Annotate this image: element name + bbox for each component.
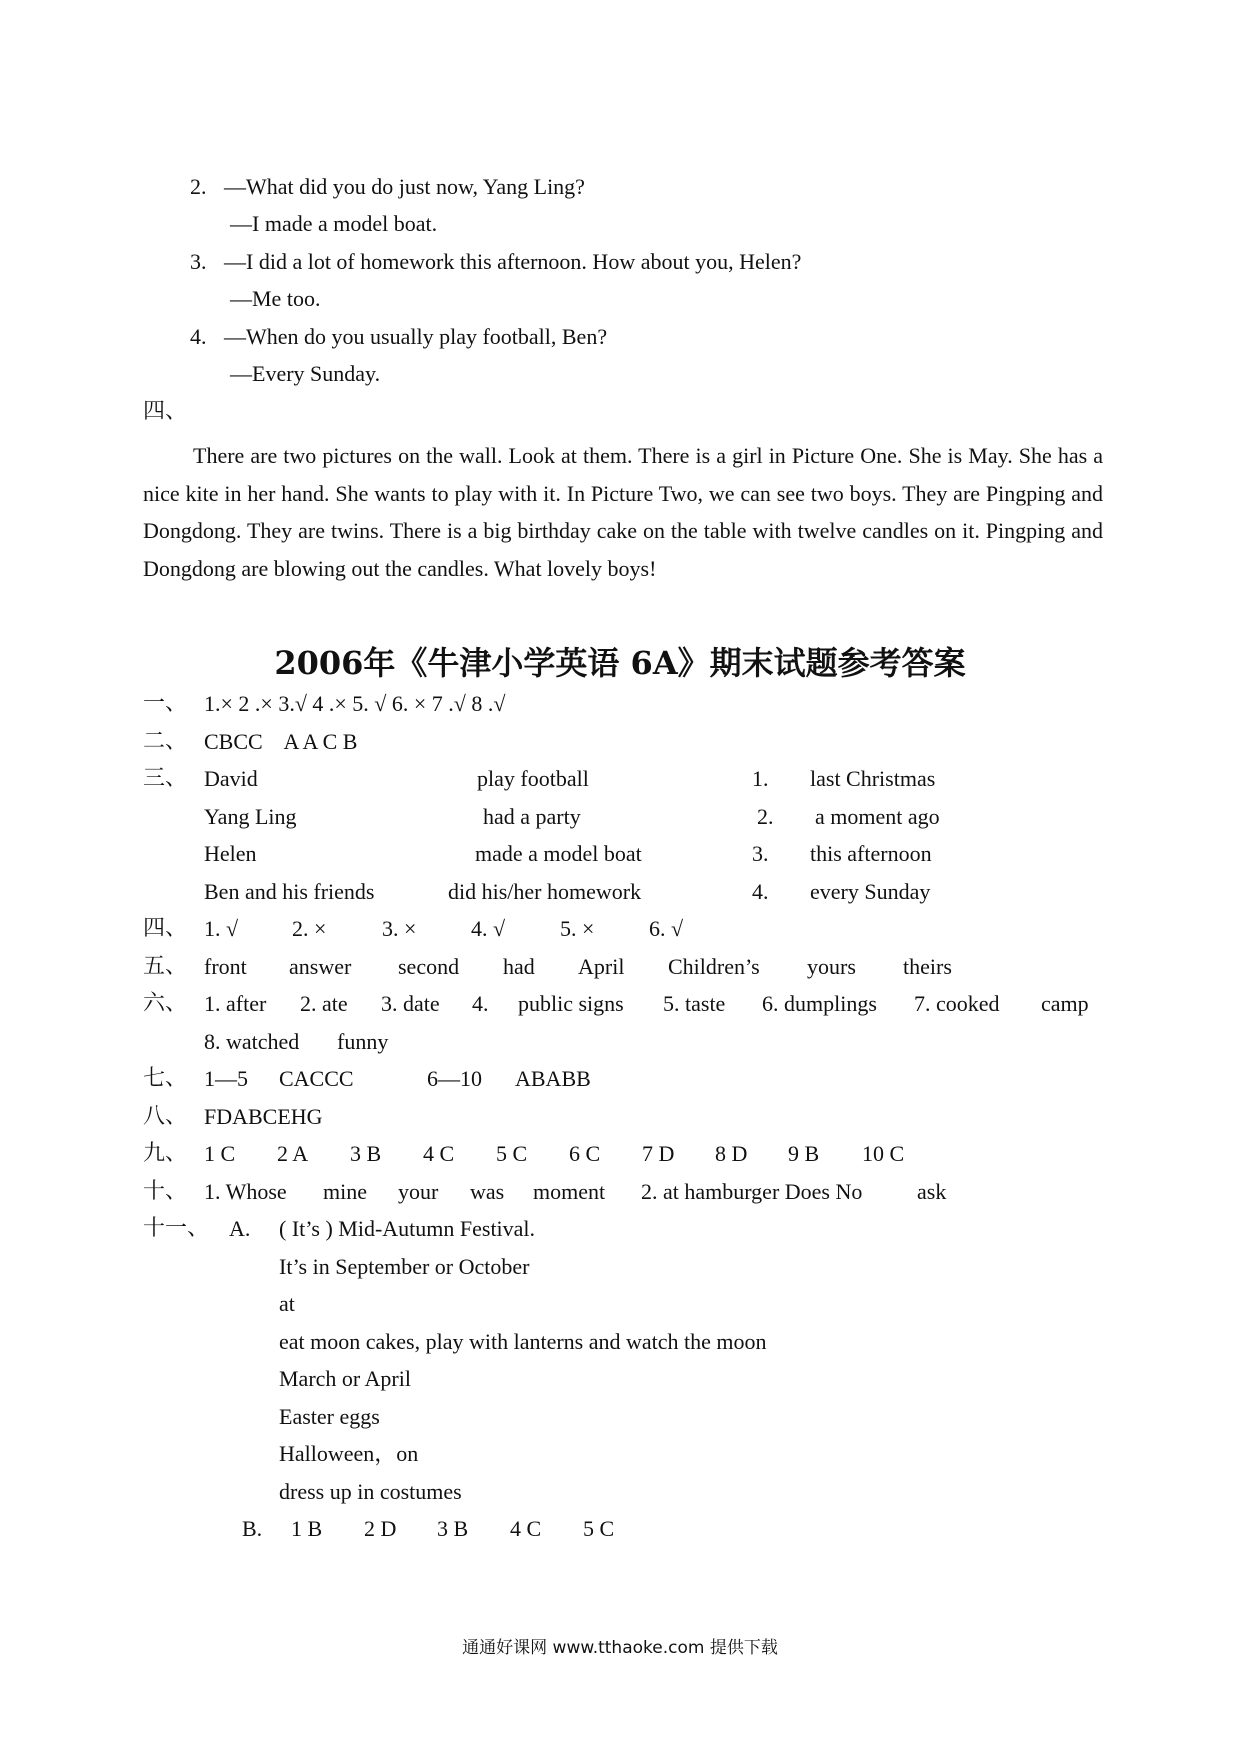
answer-label: 十、 [143, 1179, 188, 1204]
match-number: 4. [752, 879, 769, 904]
answer-text: 1.× 2 .× 3.√ 4 .× 5. √ 6. × 7 .√ 8 .√ [204, 691, 506, 716]
answer-label: 七、 [143, 1066, 188, 1091]
part-a-line: eat moon cakes, play with lanterns and watch the moon [279, 1329, 767, 1354]
match-activity: had a party [483, 804, 581, 829]
answer-item: 8 D [715, 1141, 748, 1166]
answer-item: April [578, 954, 625, 979]
answer-item: 3 B [350, 1141, 382, 1166]
answer-item: second [398, 954, 460, 979]
answer-item: 4. √ [471, 916, 506, 941]
section-heading: 四、 [143, 399, 188, 424]
answer-item: 2. at hamburger Does No [641, 1179, 863, 1204]
answer-key-title: 2006年《牛津小学英语 6A》期末试题参考答案 [274, 644, 966, 682]
answer-item: 9 B [788, 1141, 820, 1166]
answer-text: FDABCEHG [204, 1104, 323, 1129]
dialogue-number: 3. [190, 249, 207, 274]
answer-item: 3 B [437, 1516, 469, 1541]
answer-item: 2 D [364, 1516, 397, 1541]
answer-item: Children’s [668, 954, 760, 979]
match-time: every Sunday [810, 879, 931, 904]
dialogue-number: 4. [190, 324, 207, 349]
answer-label: 四、 [143, 916, 188, 941]
answer-item: 3. date [381, 991, 440, 1016]
answer-item: mine [323, 1179, 367, 1204]
answer-label: 一、 [143, 691, 188, 716]
answer-item: CACCC [279, 1066, 354, 1091]
match-name: David [204, 766, 258, 791]
answer-item: your [398, 1179, 439, 1204]
answer-item: moment [533, 1179, 606, 1204]
match-name: Helen [204, 841, 257, 866]
answer-item: 5 C [496, 1141, 528, 1166]
answer-item: 7. cooked [914, 991, 1000, 1016]
answer-item: 6—10 [427, 1066, 482, 1091]
part-a-line: ( It’s ) Mid-Autumn Festival. [279, 1216, 536, 1241]
answer-item: public signs [518, 991, 624, 1016]
match-activity: made a model boat [475, 841, 642, 866]
answer-item: theirs [903, 954, 952, 979]
answer-label: 九、 [143, 1141, 188, 1166]
answer-item: 1. Whose [204, 1179, 287, 1204]
answer-item: 7 D [642, 1141, 675, 1166]
match-time: this afternoon [810, 841, 932, 866]
answer-item: 2. × [292, 916, 327, 941]
answer-item: 4 C [423, 1141, 455, 1166]
answer-label: 十一、 [143, 1216, 210, 1241]
match-activity: play football [477, 766, 589, 791]
answer-item: 6. dumplings [762, 991, 877, 1016]
answer-label: 二、 [143, 729, 188, 754]
answer-label: 三、 [143, 766, 188, 791]
answer-item: 5. taste [663, 991, 726, 1016]
match-number: 2. [757, 804, 774, 829]
answer-label: 六、 [143, 991, 188, 1016]
dialogue-question: —I did a lot of homework this afternoon. How about you, Helen? [224, 249, 802, 274]
answer-item: 2 A [277, 1141, 309, 1166]
answer-item: 1—5 [204, 1066, 248, 1091]
answer-item: 4. [472, 991, 489, 1016]
answer-item: 1. √ [204, 916, 239, 941]
answer-item: 5 C [583, 1516, 615, 1541]
answer-item: 2. ate [300, 991, 348, 1016]
answer-item: 1 C [204, 1141, 236, 1166]
footer-text: 通通好课网 www.tthaoke.com 提供下载 [462, 1638, 778, 1658]
answer-item: 3. × [382, 916, 417, 941]
answer-item: camp [1041, 991, 1089, 1016]
answer-item: 1 B [291, 1516, 323, 1541]
match-number: 1. [752, 766, 769, 791]
answer-text: CBCC A A C B [204, 729, 358, 754]
answer-item: had [503, 954, 535, 979]
answer-item: ABABB [515, 1066, 591, 1091]
dialogue-answer: —I made a model boat. [230, 211, 438, 236]
answer-item: 5. × [560, 916, 595, 941]
part-a-line: dress up in costumes [279, 1479, 462, 1504]
answer-label: 五、 [143, 954, 188, 979]
part-a-line: Easter eggs [279, 1404, 380, 1429]
answer-item: ask [917, 1179, 947, 1204]
answer-item: 6 C [569, 1141, 601, 1166]
answer-item: funny [337, 1029, 389, 1054]
match-time: a moment ago [815, 804, 940, 829]
dialogue-number: 2. [190, 174, 207, 199]
match-number: 3. [752, 841, 769, 866]
answer-item: front [204, 954, 247, 979]
dialogue-answer: —Every Sunday. [230, 361, 381, 386]
answer-label: 八、 [143, 1104, 188, 1129]
part-a-line: Halloween，on [279, 1441, 419, 1466]
passage-text: There are two pictures on the wall. Look at them. There is a girl in Picture One. She is May. She has a nice kite in her hand. She wants to play with it. In Picture Two, we can see two boys. They are Pingping and Dongdong. They are twins. There is a big birthday cake on the table with twelve candles on it. Pingping and Dongdong are blowing out the candles. What lovely boys! [143, 443, 1103, 581]
answer-item: 1. after [204, 991, 267, 1016]
part-b-label: B. [242, 1516, 263, 1541]
answer-item: was [470, 1179, 505, 1204]
match-activity: did his/her homework [448, 879, 642, 904]
match-time: last Christmas [810, 766, 936, 791]
part-a-line: It’s in September or October [279, 1254, 530, 1279]
answer-item: answer [289, 954, 352, 979]
answer-item: 4 C [510, 1516, 542, 1541]
answer-item: 10 C [862, 1141, 905, 1166]
match-name: Yang Ling [204, 804, 297, 829]
answer-item: 8. watched [204, 1029, 300, 1054]
dialogue-question: —When do you usually play football, Ben? [224, 324, 608, 349]
dialogue-question: —What did you do just now, Yang Ling? [224, 174, 585, 199]
dialogue-answer: —Me too. [230, 286, 321, 311]
part-a-label: A. [229, 1216, 251, 1241]
part-a-line: at [279, 1291, 295, 1316]
answer-item: 6. √ [649, 916, 684, 941]
match-name: Ben and his friends [204, 879, 375, 904]
answer-item: yours [807, 954, 856, 979]
part-a-line: March or April [279, 1366, 411, 1391]
